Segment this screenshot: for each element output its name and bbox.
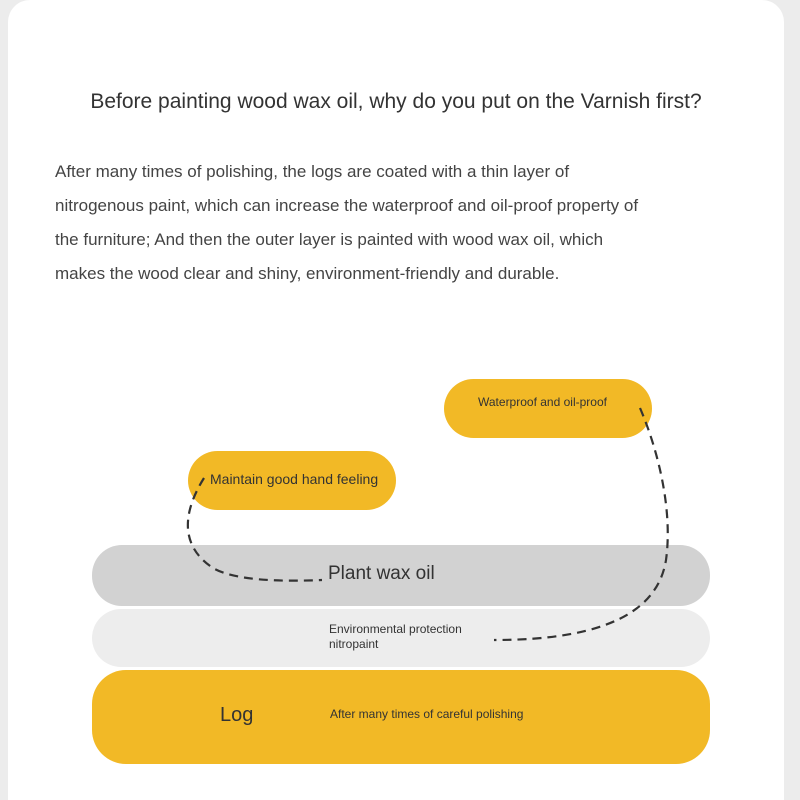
nitropaint-label-line: Environmental protection: [329, 622, 462, 636]
description-paragraph: [55, 155, 755, 291]
description-line: nitrogenous paint, which can increase the waterproof and oil-proof property of: [55, 196, 639, 215]
page-title: Before painting wood wax oil, why do you put on the Varnish first?: [90, 90, 702, 113]
nitropaint-label: [329, 622, 489, 652]
description-line: After many times of polishing, the logs are coated with a thin layer of: [55, 162, 570, 181]
waterproof-label: Waterproof and oil-proof: [478, 395, 607, 409]
plant-wax-oil-label: Plant wax oil: [328, 563, 435, 584]
description-line: makes the wood clear and shiny, environment-friendly and durable.: [55, 264, 560, 283]
hand-feeling-label: Maintain good hand feeling: [210, 471, 379, 487]
log-description: After many times of careful polishing: [330, 707, 524, 721]
description-line: the furniture; And then the outer layer is painted with wood wax oil, which: [55, 230, 604, 249]
nitropaint-label-line: nitropaint: [329, 637, 379, 651]
content-card: [8, 0, 784, 800]
log-label: Log: [220, 704, 254, 726]
